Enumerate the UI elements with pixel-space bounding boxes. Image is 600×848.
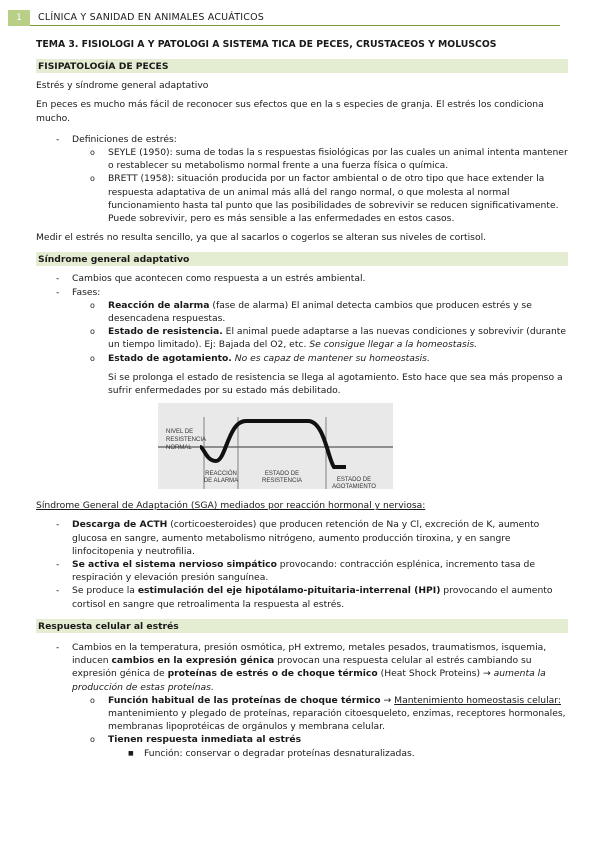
list-item: o SEYLE (1950): suma de todas la s respuestas fisiológicas por las cuales un animal intenta mantener o restablecer su metabolismo normal frente a una fuerza física o química. [90,147,568,172]
adaptation-diagram [158,403,393,489]
document-body [36,36,568,760]
list-item: o Reacción de alarma (fase de alarma) El animal detecta cambios que producen estrés y se desencadena respuestas. [90,299,532,325]
list-item: - Cambios que acontecen como respuesta a un estrés ambiental. [56,273,366,285]
header-title: CLÍNICA Y SANIDAD EN ANIMALES ACUÁTICOS [38,12,265,23]
list-item: - Se activa el sistema nervioso simpático provocando: contracción esplénica, incremento tasa de respiración y elevación presión sanguínea. [56,559,536,584]
list-item: o Estado de resistencia. El animal puede adaptarse a las nuevas condiciones y sobrevivir (durante un tiempo limitado). Ej: Bajada del O2, etc. Se consigue llegar a la homeostasis. [90,326,567,351]
section-heading: Respuesta celular al estrés [36,619,568,633]
adaptation-curve-figure [158,403,393,489]
page-number: 1 [8,10,30,26]
svg-text:NORMAL: NORMAL [166,445,192,452]
chapter-title: TEMA 3. FISIOLOGI A Y PATOLOGI A SISTEMA TICA DE PECES, CRUSTACEOS Y MOLUSCOS [36,39,497,50]
subheading: Estrés y síndrome general adaptativo [36,80,209,92]
section-heading: FISIPATOLOGÍA DE PECES [36,59,568,73]
svg-text:RESISTENCIA: RESISTENCIA [261,478,303,485]
list-item: o BRETT (1958): situación producida por un factor ambiental o de otro tipo que hace extender la respuesta adaptativa de un animal más allá del rango normal, o que molesta al normal funcionamiento hasta tal punto que las posibilidades de sobrevivir se reducen significativamente. Puede sobrevivir, pero es más sensible a las enfermedades en estos casos. [90,173,559,225]
svg-text:ESTADO DE: ESTADO DE [336,477,372,484]
list-item: ■ Función: conservar o degradar proteínas desnaturalizadas. [128,747,415,759]
list-item: - Definiciones de estrés: [56,133,177,145]
list-item: o Estado de agotamiento. No es capaz de mantener su homeostasis. [90,352,430,364]
page-header [8,10,560,26]
list-item: - Descarga de ACTH (corticoesteroides) que producen retención de Na y Cl, excreción de K, aumento glucosa en sangre, aumento metabolismo nitrógeno, aumento producción tiroxina, y en sangre linfocitopenia y neutrofilia. [56,519,540,557]
list-item: o Función habitual de las proteínas de choque térmico → Mantenimiento homeostasis celular: mantenimiento y plegado de proteínas, reparación citoesqueleto, enzimas, receptores hormonales, membranas lipoprotéicas de orgánulos y membrana celular. [90,694,566,733]
section-heading: Síndrome general adaptativo [36,252,568,266]
svg-text:AGOTAMIENTO: AGOTAMIENTO [332,484,376,490]
list-item: - Fases: [56,286,101,298]
svg-text:NIVEL DE: NIVEL DE [166,429,194,436]
list-item: o Tienen respuesta inmediata al estrés [90,734,302,746]
svg-text:DE ALARMA: DE ALARMA [203,478,239,485]
list-item: - Cambios en la temperatura, presión osmótica, pH extremo, metales pesados, traumatismos, isquemia, inducen cambios en la expresión génica provocan una respuesta celular al estrés cambiando su expresión génica de proteínas de estrés o de choque térmico (Heat Shock Proteins) → aumenta la producción de estas proteínas. [56,641,547,693]
paragraph: En peces es mucho más fácil de reconocer sus efectos que en la s especies de granja. El estrés los condiciona mucho. [36,99,544,124]
svg-text:REACCIÓN: REACCIÓN [205,471,237,478]
subheading: Síndrome General de Adaptación (SGA) mediados por reacción hormonal y nerviosa: [36,500,426,512]
svg-text:RESISTENCIA: RESISTENCIA [166,437,207,444]
svg-text:ESTADO DE: ESTADO DE [264,471,300,478]
paragraph: Si se prolonga el estado de resistencia se llega al agotamiento. Esto hace que sea más propenso a sufrir enfermedades por su estado más debilitado. [108,371,563,397]
paragraph: Medir el estrés no resulta sencillo, ya que al sacarlos o cogerlos se alteran sus niveles de cortisol. [36,232,487,244]
list-item: - Se produce la estimulación del eje hipotálamo-pituitaria-interrenal (HPI) provocando el aumento cortisol en sangre que retroalimenta la respuesta al estrés. [56,585,553,610]
